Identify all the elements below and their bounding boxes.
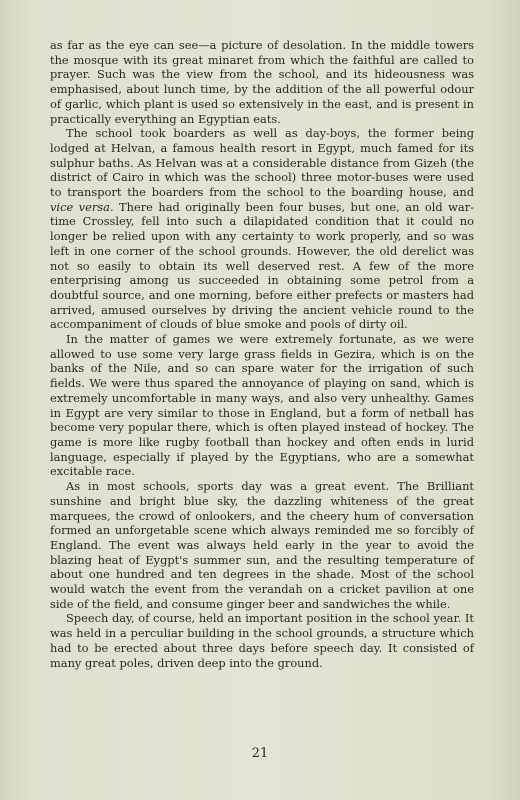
paragraph-2-part-2: . There had originally been four buses, but one, an old war-time Crossley, fell into such a dilapidated condition that it could no longer be relied upon with any certainty to work properly, and so was left in one corner of the school grounds. However, the old derelict was not so easily to obtain its well deserved rest. A few of the more enterprising among us succeeded in obtaining some petrol from a doubtful source, and one morning, before either prefects or masters had arrived, amused ourselves by driving the ancient vehicle round to the accompaniment of clouds of blue smoke and pools of dirty oil. [50, 199, 474, 332]
paragraph-2 [50, 126, 474, 332]
paragraph-3: In the matter of games we were extremely fortunate, as we were allowed to use some very large grass fields in Gezira, which is on the banks of the Nile, and so can spare water for the irrigation of such fields. We were thus spared the annoyance of playing on sand, which is extremely uncomfortable in many ways, and also very unhealthy. Games in Egypt are very similar to those in England, but a form of netball has become very popular there, which is often played instead of hockey. The game is more like rugby football than hockey and often ends in lurid language, especially if played by the Egyptians, who are a somewhat excitable race. [50, 332, 474, 479]
paragraph-1: as far as the eye can see—a picture of desolation. In the middle towers the mosque with its great minaret from which the faithful are called to prayer. Such was the view from the school, and its hideousness was emphasised, about lunch time, by the addition of the all powerful odour of garlic, which plant is used so extensively in the east, and is present in practically everything an Egyptian eats. [50, 38, 474, 126]
body-text [50, 38, 474, 670]
paragraph-2-italic: vice versa [50, 199, 110, 214]
page-number: 21 [251, 746, 269, 761]
paragraph-2-part-1: The school took boarders as well as day-boys, the former being lodged at Helvan, a famous health resort in Egypt, much famed for its sulphur baths. As Helvan was at a considerable distance from Gizeh (the district of Cairo in which was the school) three motor-buses were used to transport the boarders from the school to the boarding house, and [50, 126, 474, 200]
paragraph-5: Speech day, of course, held an important position in the school year. It was held in a perculiar building in the school grounds, a structure which had to be erected about three days before speech day. It consisted of many great poles, driven deep into the ground. [50, 611, 474, 670]
paragraph-4: As in most schools, sports day was a great event. The Brilliant sunshine and bright blue sky, the dazzling whiteness of the great marquees, the crowd of onlookers, and the cheery hum of conversation formed an unforgetable scene which always reminded me so forcibly of England. The event was always held early in the year to avoid the blazing heat of Eygpt's summer sun, and the resulting temperature of about one hundred and ten degrees in the shade. Most of the school would watch the event from the verandah on a cricket pavilion at one side of the field, and consume ginger beer and sandwiches the while. [50, 479, 474, 611]
